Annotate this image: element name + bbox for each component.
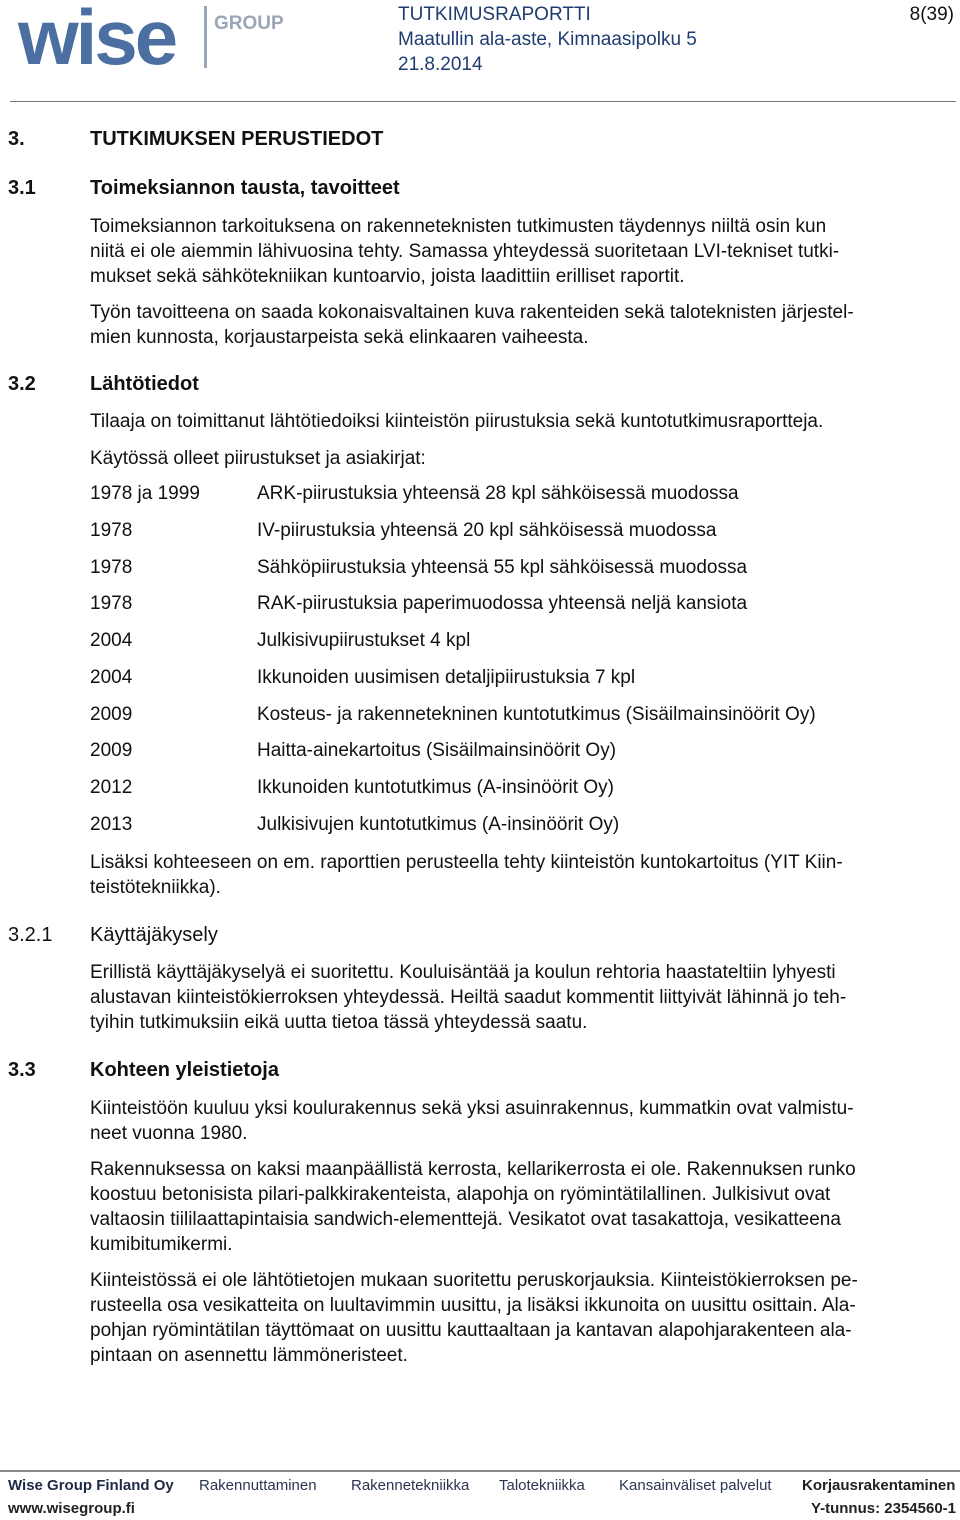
document-year: 2009 <box>90 740 133 761</box>
page-number: 8(39) <box>909 4 954 25</box>
text-line: neet vuonna 1980. <box>90 1123 248 1144</box>
section-3-2-1-title: Käyttäjäkysely <box>90 924 218 946</box>
document-year: 2013 <box>90 814 133 835</box>
text-line: Toimeksiannon tarkoituksena on rakenneteknisten tutkimusten täydennys niiltä osin kun <box>90 216 827 237</box>
footer-service: Talotekniikka <box>499 1477 585 1494</box>
section-3-3-number: 3.3 <box>8 1059 36 1081</box>
document-description: Sähköpiirustuksia yhteensä 55 kpl sähköisessä muodossa <box>257 557 748 578</box>
text-line: rusteella osa vesikatteita on luultavimmin uusittu, ja lisäksi ikkunoita on uusittu osittain. Ala- <box>90 1295 856 1316</box>
text-line: niitä ei ole aiemmin lähivuosina tehty. Samassa yhteydessä suoritetaan LVI-tekniset tutki- <box>90 241 840 262</box>
document-description: ARK-piirustuksia yhteensä 28 kpl sähköisessä muodossa <box>257 483 739 504</box>
document-description: Ikkunoiden kuntotutkimus (A-insinöörit Oy) <box>257 777 614 798</box>
footer-website: www.wisegroup.fi <box>8 1500 135 1517</box>
s31-paragraph-1 <box>90 214 954 289</box>
s32-paragraph-3 <box>90 850 954 900</box>
s32-paragraph-1: Tilaaja on toimittanut lähtötiedoiksi kiinteistön piirustuksia sekä kuntotutkimusraportteja. <box>90 411 824 432</box>
document-description: Julkisivupiirustukset 4 kpl <box>257 630 471 651</box>
s33-paragraph-2 <box>90 1157 954 1257</box>
text-line: Työn tavoitteena on saada kokonaisvaltainen kuva rakenteiden sekä taloteknisten järjestel- <box>90 302 854 323</box>
document-year: 2004 <box>90 667 133 688</box>
footer-business-id: Y-tunnus: 2354560-1 <box>810 1500 956 1517</box>
text-line: Lisäksi kohteeseen on em. raporttien perusteella tehty kiinteistön kuntokartoitus (YIT Kiin- <box>90 852 843 873</box>
section-3-title: TUTKIMUKSEN PERUSTIEDOT <box>90 128 384 150</box>
document-description: Kosteus- ja rakennetekninen kuntotutkimus (Sisäilmainsinöörit Oy) <box>257 704 816 725</box>
report-title: TUTKIMUSRAPORTTI <box>398 4 591 25</box>
footer-service: Rakennetekniikka <box>351 1477 470 1494</box>
section-3-3-title: Kohteen yleistietoja <box>90 1059 279 1081</box>
footer-service: Kansainväliset palvelut <box>619 1477 772 1494</box>
document-description: RAK-piirustuksia paperimuodossa yhteensä neljä kansiota <box>257 593 748 614</box>
footer-service: Korjausrakentaminen <box>802 1477 956 1494</box>
s33-paragraph-3 <box>90 1268 954 1368</box>
document-description: Ikkunoiden uusimisen detaljipiirustuksia 7 kpl <box>257 667 636 688</box>
document-description: Julkisivujen kuntotutkimus (A-insinöörit Oy) <box>257 814 620 835</box>
footer-divider <box>0 1470 960 1472</box>
text-line: koostuu betonisista pilari-palkkirakenteista, alapohja on ryömintätilallinen. Julkisivut ovat <box>90 1184 831 1205</box>
report-date: 21.8.2014 <box>398 54 483 75</box>
section-3-2-title: Lähtötiedot <box>90 373 199 395</box>
document-year: 1978 <box>90 520 133 541</box>
section-3-2-number: 3.2 <box>8 373 36 395</box>
footer-company: Wise Group Finland Oy <box>8 1477 174 1494</box>
document-year: 2012 <box>90 777 133 798</box>
text-line: Kiinteistöön kuuluu yksi koulurakennus sekä yksi asuinrakennus, kummatkin ovat valmistu- <box>90 1098 854 1119</box>
document-year: 2004 <box>90 630 133 651</box>
document-year: 2009 <box>90 704 133 725</box>
text-line: alustavan kiinteistökierroksen yhteydessä. Heiltä saadut kommentit liittyivät lähinnä jo teh- <box>90 987 847 1008</box>
wise-group-logo <box>18 0 284 81</box>
logo-word: wise <box>18 0 176 81</box>
logo-divider <box>204 6 207 68</box>
s321-paragraph-1 <box>90 960 954 1035</box>
section-3-1-number: 3.1 <box>8 177 36 199</box>
text-line: Erillistä käyttäjäkyselyä ei suoritettu. Kouluisäntää ja koulun rehtoria haastateltiin lyhyesti <box>90 962 836 983</box>
footer-service: Rakennuttaminen <box>199 1477 317 1494</box>
text-line: Kiinteistössä ei ole lähtötietojen mukaan suoritettu peruskorjauksia. Kiinteistökierroksen pe- <box>90 1270 858 1291</box>
section-3-1-title: Toimeksiannon tausta, tavoitteet <box>90 177 400 199</box>
section-3-2-1-number: 3.2.1 <box>8 924 53 946</box>
text-line: mien kunnosta, korjaustarpeista sekä elinkaaren vaiheesta. <box>90 327 589 348</box>
text-line: pohjan ryömintätilan täyttömaat on uusittu kauttaaltaan ja kantavan alapohjarakenteen ala- <box>90 1320 852 1341</box>
section-3-number: 3. <box>8 128 25 150</box>
logo-group: GROUP <box>214 13 284 34</box>
site-address: Maatullin ala-aste, Kimnaasipolku 5 <box>398 29 697 50</box>
document-description: IV-piirustuksia yhteensä 20 kpl sähköisessä muodossa <box>257 520 717 541</box>
text-line: kumibitumikermi. <box>90 1234 233 1255</box>
s31-paragraph-2 <box>90 300 954 350</box>
document-year: 1978 ja 1999 <box>90 483 200 504</box>
text-line: tyihin tutkimuksiin eikä uutta tietoa tässä yhteydessä saatu. <box>90 1012 588 1033</box>
s32-paragraph-2: Käytössä olleet piirustukset ja asiakirjat: <box>90 448 426 469</box>
s33-paragraph-1 <box>90 1096 954 1146</box>
text-line: teistötekniikka). <box>90 877 221 898</box>
text-line: Rakennuksessa on kaksi maanpäällistä kerrosta, kellarikerrosta ei ole. Rakennuksen runko <box>90 1159 856 1180</box>
document-year: 1978 <box>90 593 133 614</box>
document-description: Haitta-ainekartoitus (Sisäilmainsinöörit Oy) <box>257 740 617 761</box>
document-year: 1978 <box>90 557 133 578</box>
text-line: valtaosin tiililaattapintaisia sandwich-elementtejä. Vesikatot ovat tasakattoja, vesikatteena <box>90 1209 841 1230</box>
text-line: mukset sekä sähkötekniikan kuntoarvio, joista laadittiin erilliset raportit. <box>90 266 685 287</box>
text-line: pintaan on asennettu lämmöneristeet. <box>90 1345 408 1366</box>
header-divider <box>10 101 956 102</box>
